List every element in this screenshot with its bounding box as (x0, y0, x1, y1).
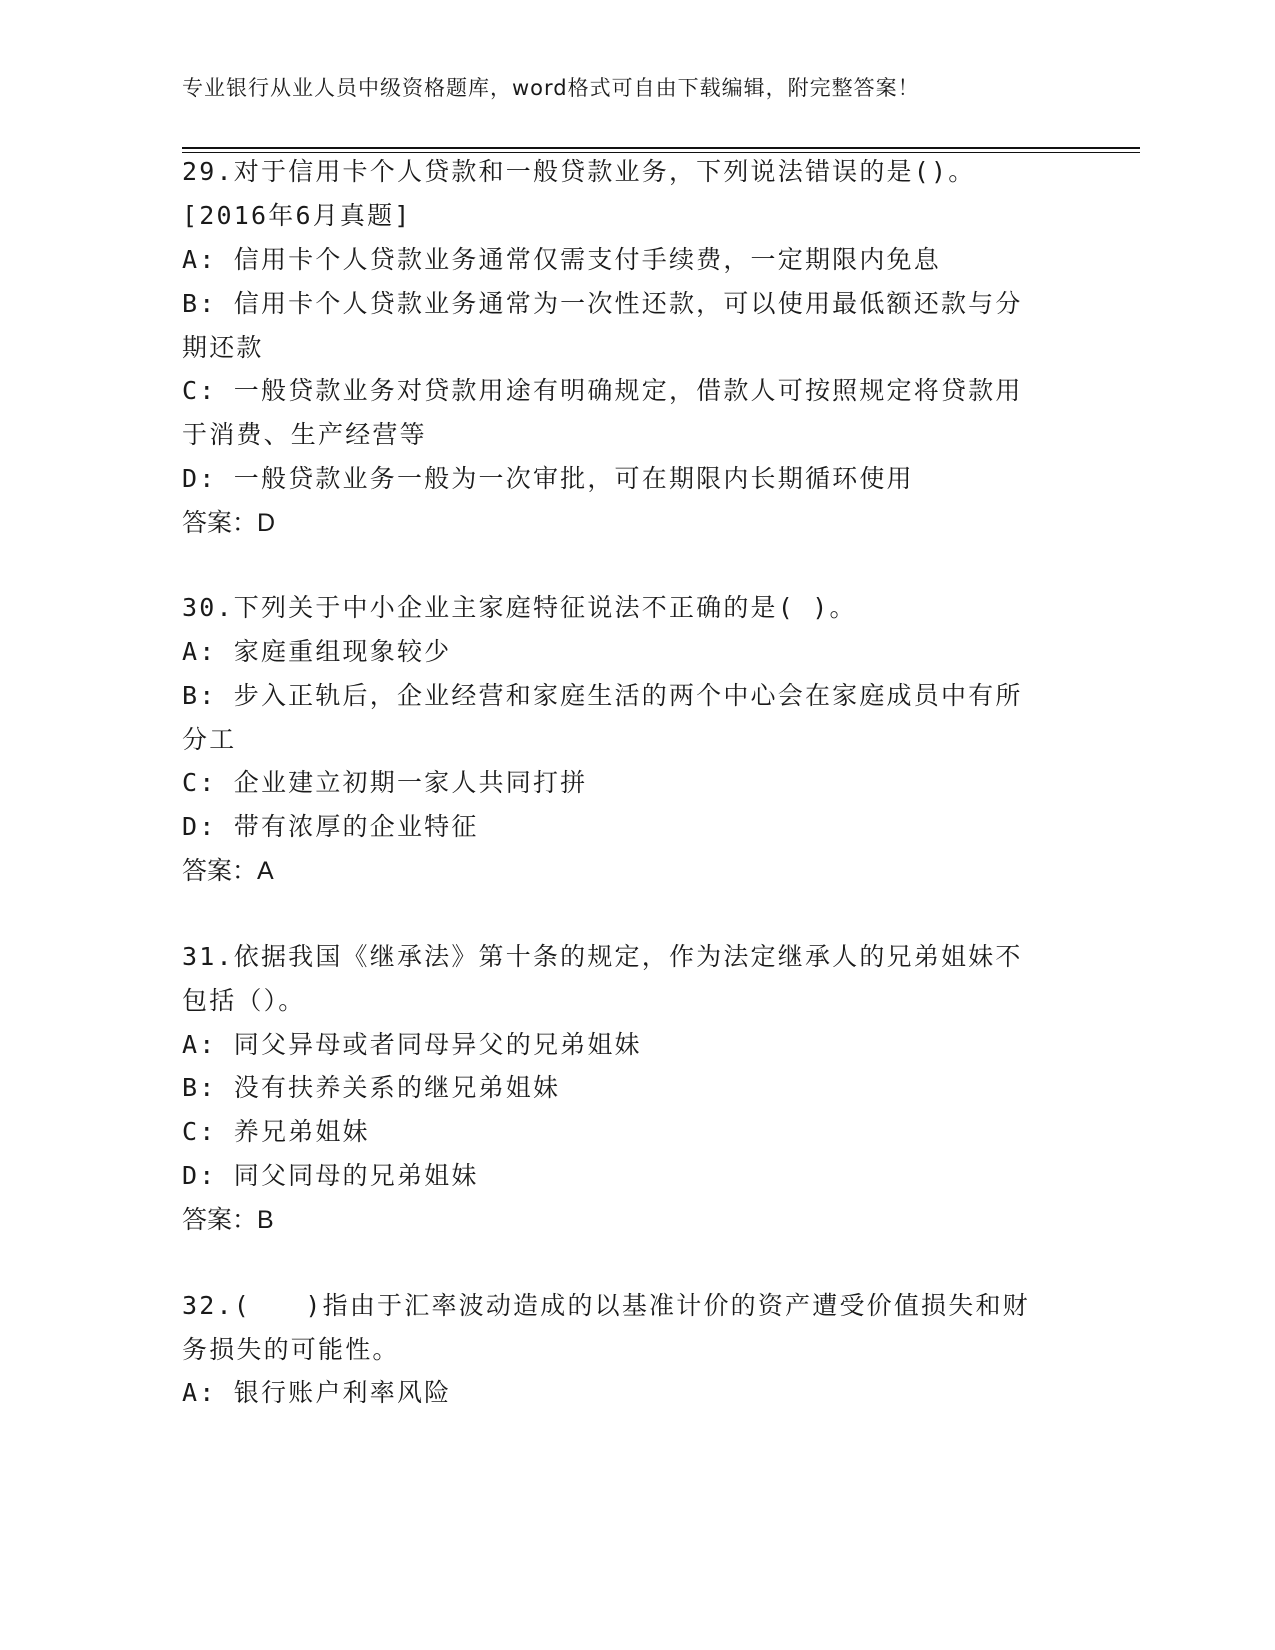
question-32-option-a: A: 银行账户利率风险 (182, 1378, 452, 1407)
question-29-stem-line-1: 29.对于信用卡个人贷款和一般贷款业务，下列说法错误的是()。 (182, 157, 976, 186)
question-32-stem-line-1: 32.( )指由于汇率波动造成的以基准计价的资产遭受价值损失和财 (182, 1291, 1030, 1320)
question-30-stem: 30.下列关于中小企业主家庭特征说法不正确的是( )。 (182, 593, 857, 622)
question-29-stem-line-2: [2016年6月真题] (182, 201, 412, 230)
question-30-option-b: B: 步入正轨后，企业经营和家庭生活的两个中心会在家庭成员中有所 (182, 681, 1023, 710)
question-31-stem-line-2: 包括（）。 (182, 986, 306, 1015)
question-31-option-b: B: 没有扶养关系的继兄弟姐妹 (182, 1073, 561, 1102)
question-30-option-c: C: 企业建立初期一家人共同打拼 (182, 768, 588, 797)
question-29-option-c: C: 一般贷款业务对贷款用途有明确规定，借款人可按照规定将贷款用 (182, 376, 1023, 405)
question-30-option-b-cont: 分工 (182, 725, 237, 754)
header-rule-thin (182, 152, 1140, 153)
page-header: 专业银行从业人员中级资格题库，word格式可自由下载编辑，附完整答案！ (182, 76, 920, 100)
question-31-answer: 答案：B (182, 1206, 274, 1234)
question-30-option-d: D: 带有浓厚的企业特征 (182, 812, 479, 841)
question-29-option-d: D: 一般贷款业务一般为一次审批，可在期限内长期循环使用 (182, 464, 914, 493)
question-30-option-a: A: 家庭重组现象较少 (182, 637, 452, 666)
question-29-option-c-cont: 于消费、生产经营等 (182, 420, 427, 449)
question-31-option-d: D: 同父同母的兄弟姐妹 (182, 1161, 479, 1190)
question-29-option-b: B: 信用卡个人贷款业务通常为一次性还款，可以使用最低额还款与分 (182, 289, 1023, 318)
question-29-option-a: A: 信用卡个人贷款业务通常仅需支付手续费，一定期限内免息 (182, 245, 941, 274)
question-29-answer: 答案：D (182, 509, 276, 537)
question-31-option-c: C: 养兄弟姐妹 (182, 1117, 370, 1146)
question-29-option-b-cont: 期还款 (182, 333, 264, 362)
question-32-stem-line-2: 务损失的可能性。 (182, 1335, 400, 1364)
header-rule-thick (182, 147, 1140, 149)
question-31-stem-line-1: 31.依据我国《继承法》第十条的规定，作为法定继承人的兄弟姐妹不 (182, 942, 1023, 971)
question-31-option-a: A: 同父异母或者同母异父的兄弟姐妹 (182, 1030, 642, 1059)
question-30-answer: 答案：A (182, 857, 274, 885)
